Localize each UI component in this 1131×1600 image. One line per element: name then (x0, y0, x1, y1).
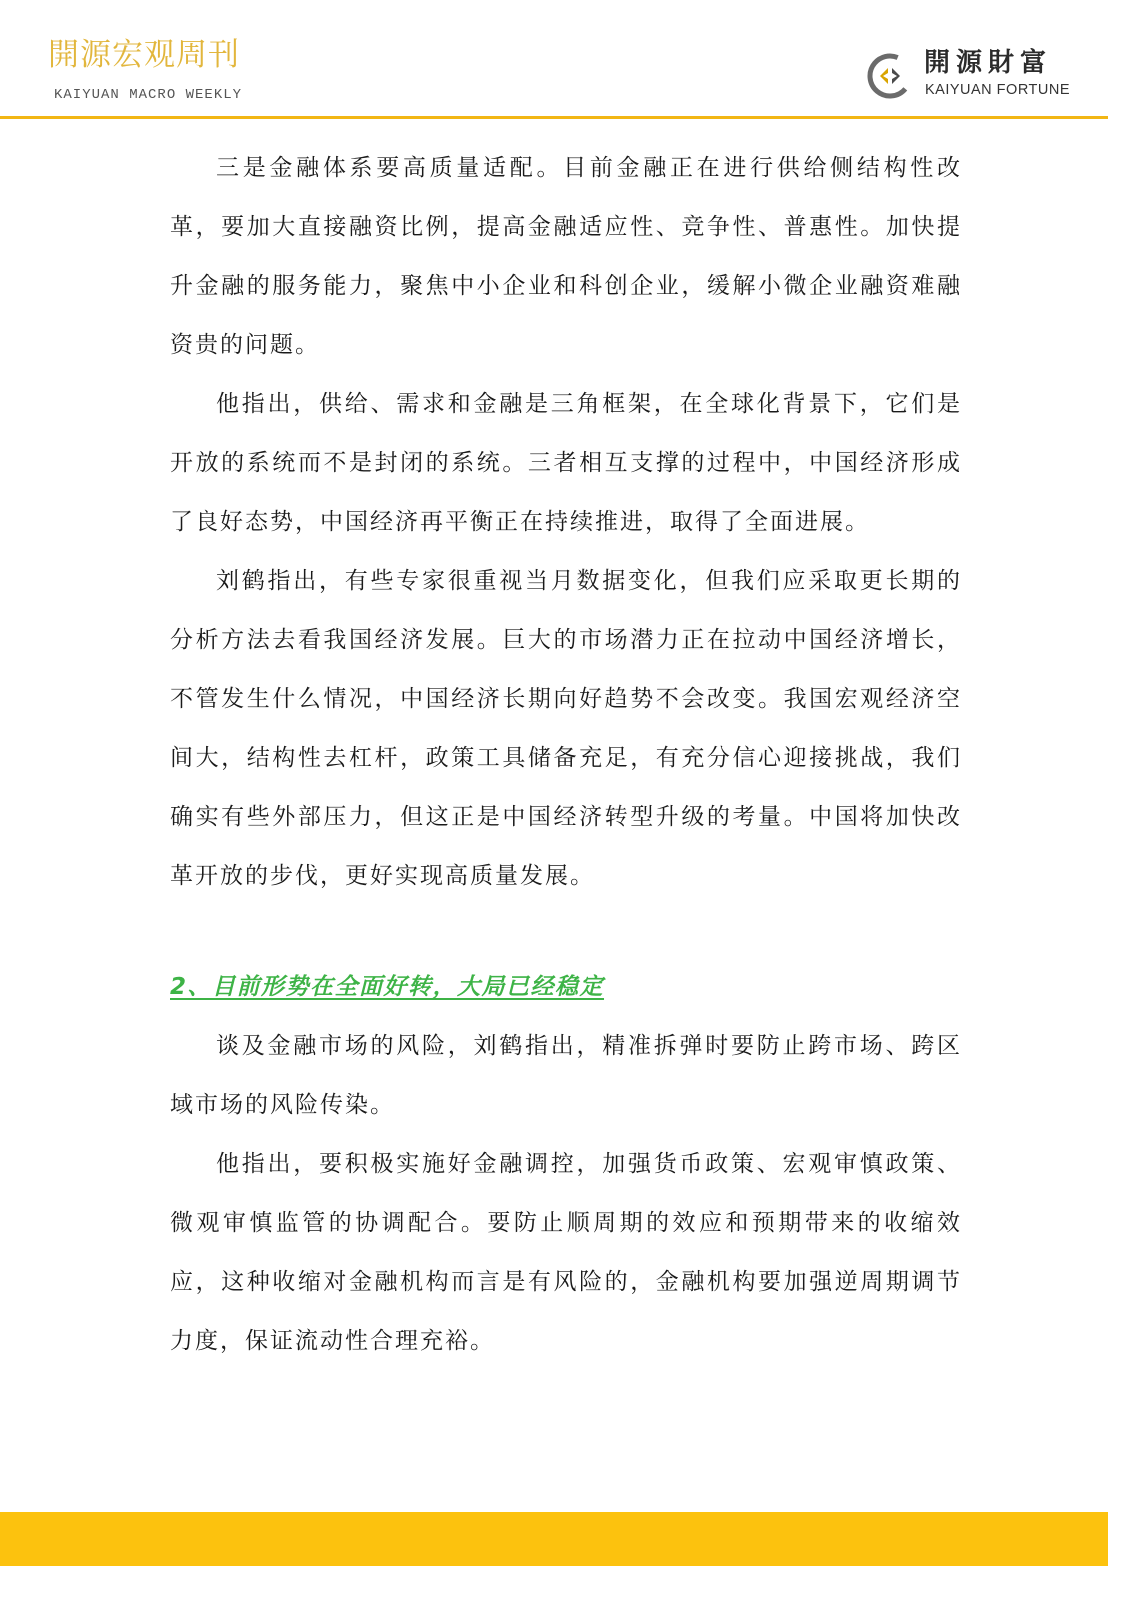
brand-logo-block (866, 48, 1106, 104)
paragraph: 他指出，要积极实施好金融调控，加强货币政策、宏观审慎政策、微观审慎监管的协调配合。要防止顺周期的效应和预期带来的收缩效应，这种收缩对金融机构而言是有风险的，金融机构要加强逆周期调节力度，保证流动性合理充裕。 (170, 1151, 962, 1354)
paragraph: 三是金融体系要高质量适配。目前金融正在进行供给侧结构性改革，要加大直接融资比例，提高金融适应性、竞争性、普惠性。加快提升金融的服务能力，聚焦中小企业和科创企业，缓解小微企业融资难融资贵的问题。 (170, 155, 962, 358)
header-divider (0, 116, 1108, 119)
kaiyuan-fortune-logo-icon (866, 52, 914, 100)
page-header (0, 0, 1131, 118)
paragraph: 刘鹤指出，有些专家很重视当月数据变化，但我们应采取更长期的分析方法去看我国经济发展。巨大的市场潜力正在拉动中国经济增长，不管发生什么情况，中国经济长期向好趋势不会改变。我国宏观经济空间大，结构性去杠杆，政策工具储备充足，有充分信心迎接挑战，我们确实有些外部压力，但这正是中国经济转型升级的考量。中国将加快改革开放的步伐，更好实现高质量发展。 (170, 568, 962, 889)
publication-title: 開源宏观周刊 (48, 37, 240, 73)
brand-name-en: KAIYUAN FORTUNE (925, 82, 1071, 98)
brand-name-cn: 開源財富 (924, 48, 1053, 78)
publication-subtitle: KAIYUAN MACRO WEEKLY (54, 87, 243, 103)
paragraph: 他指出，供给、需求和金融是三角框架，在全球化背景下，它们是开放的系统而不是封闭的系统。三者相互支撑的过程中，中国经济形成了良好态势，中国经济再平衡正在持续推进，取得了全面进展。 (170, 391, 962, 535)
section-heading: 2、目前形势在全面好转，大局已经稳定 (170, 974, 605, 1000)
article-body (170, 139, 962, 1371)
footer-bar (0, 1512, 1108, 1566)
paragraph: 谈及金融市场的风险，刘鹤指出，精准拆弹时要防止跨市场、跨区域市场的风险传染。 (170, 1033, 962, 1118)
